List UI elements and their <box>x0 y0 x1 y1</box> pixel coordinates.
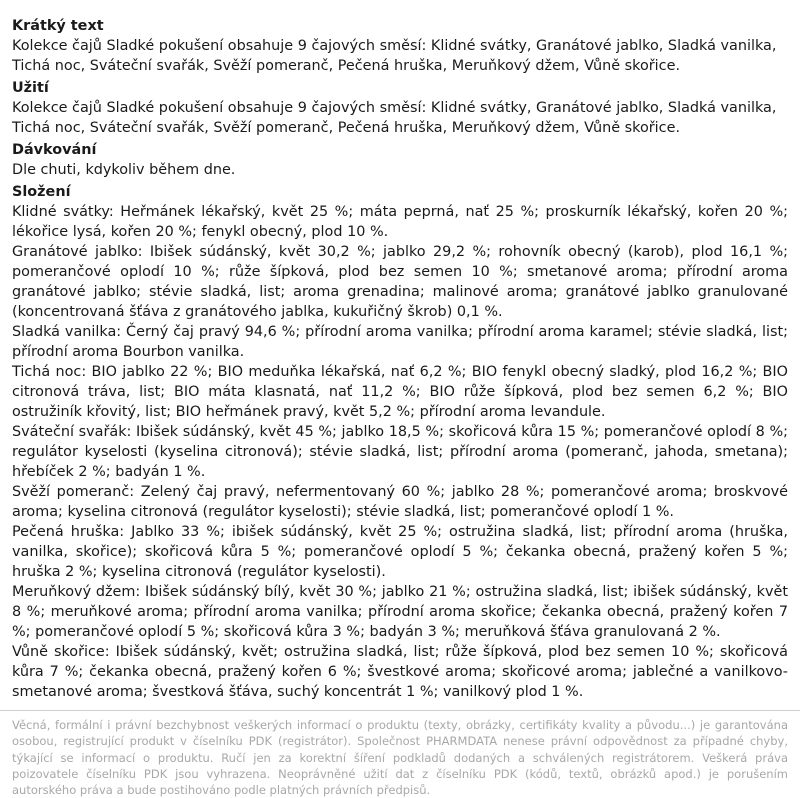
product-info <box>12 16 788 702</box>
heading-kratky-text: Krátký text <box>12 18 104 34</box>
slozeni-list <box>12 202 788 702</box>
uziti-body: Kolekce čajů Sladké pokušení obsahuje 9 čajových směsí: Klidné svátky, Granátové jablko, Sladká vanilka, Tichá noc, Sváteční svařák, Svěží pomeranč, Pečená hruška, Meruňkový džem, Vůně skořice. <box>12 100 777 136</box>
slozeni-item-sladka-vanilka: Sladká vanilka: Černý čaj pravý 94,6 %; přírodní aroma vanilka; přírodní aroma karamel; stévie sladká, list; přírodní aroma Bourbon vanilka. <box>12 324 788 360</box>
slozeni-item-ticha-noc: Tichá noc: BIO jablko 22 %; BIO meduňka lékařská, nať 6,2 %; BIO fenykl obecný sladký, plod 16,2 %; BIO citronová tráva, list; BIO máta klasnatá, nať 11,2 %; BIO růže šípková, plod bez semen 6,2 %; BIO ostružiník křovitý, list; BIO heřmánek pravý, květ 5,2 %; přírodní aroma levandule. <box>12 364 788 420</box>
slozeni-item-svatecni-svarak: Sváteční svařák: Ibišek súdánský, květ 45 %; jablko 18,5 %; skořicová kůra 15 %; pomerančové oplodí 8 %; regulátor kyselosti (kyselina citronová); stévie sladká, list; přírodní aroma (pomeranč, jahoda, smetana); hřebíček 2 %; badyán 1 %. <box>12 424 788 480</box>
heading-slozeni: Složení <box>12 184 71 200</box>
slozeni-item-pecena-hruska: Pečená hruška: Jablko 33 %; ibišek súdánský, květ 25 %; ostružina sladká, list; přírodní aroma (hruška, vanilka, skořice); skořicová kůra 5 %; pomerančové oplodí 5 %; čekanka obecná, pražený kořen 5 %; hruška 2 %; kyselina citronová (regulátor kyselosti). <box>12 524 788 580</box>
davkovani-body: Dle chuti, kdykoliv během dne. <box>12 162 236 178</box>
kratky-text-body: Kolekce čajů Sladké pokušení obsahuje 9 čajových směsí: Klidné svátky, Granátové jablko, Sladká vanilka, Tichá noc, Sváteční svařák, Svěží pomeranč, Pečená hruška, Meruňkový džem, Vůně skořice. <box>12 38 777 74</box>
legal-disclaimer: Věcná, formální i právní bezchybnost veškerých informací o produktu (texty, obrázky, certifikáty kvality a původu...) je garantována osobou, registrující produkt v číselníku PDK (registrátor). Společnost PHARMDATA nenese právní odpovědnost za případné chyby, týkající se informací o produktu. Ručí jen za korektní šíření podkladů dodaných a schválených registrátorem. Veškerá práva poizovatele číselníku PDK jsou vyhrazena. Neoprávněné užití dat z číselníku PDK (kódů, textů, obrázků apod.) je porušením autorského práva a bude postihováno podle platných právních předpisů. <box>0 710 800 798</box>
slozeni-item-granatove-jablko: Granátové jablko: Ibišek súdánský, květ 30,2 %; jablko 29,2 %; rohovník obecný (karob), plod 16,1 %; pomerančové oplodí 10 %; růže šípková, plod bez semen 10 %; smetanové aroma; přírodní aroma granátové jablko; stévie sladká, list; aroma grenadina; malinové aroma; granátové jablko granulované (koncentrovaná šťáva z granátového jablka, kukuřičný škrob) 0,1 %. <box>12 244 788 320</box>
slozeni-item-klidne-svatky: Klidné svátky: Heřmánek lékařský, květ 25 %; máta peprná, nať 25 %; proskurník lékařský, kořen 20 %; lékořice lysá, kořen 20 %; fenykl obecný, plod 10 %. <box>12 204 788 240</box>
slozeni-item-svezi-pomeranc: Svěží pomeranč: Zelený čaj pravý, nefermentovaný 60 %; jablko 28 %; pomerančové aroma; broskvové aroma; kyselina citronová (regulátor kyselosti); stévie sladká, list; pomerančové oplodí 1 %. <box>12 484 788 520</box>
heading-uziti: Užití <box>12 80 49 96</box>
heading-davkovani: Dávkování <box>12 142 97 158</box>
slozeni-item-merunkovy-dzem: Meruňkový džem: Ibišek súdánský bílý, květ 30 %; jablko 21 %; ostružina sladká, list; ibišek súdánský, květ 8 %; meruňkové aroma; přírodní aroma vanilka; přírodní aroma skořice; čekanka obecná, pražený kořen 7 %; pomerančové oplodí 5 %; skořicová kůra 3 %; badyán 3 %; meruňková šťáva granulovaná 2 %. <box>12 584 788 640</box>
slozeni-item-vune-skorice: Vůně skořice: Ibišek súdánský, květ; ostružina sladká, list; růže šípková, plod bez semen 10 %; skořicová kůra 7 %; čekanka obecná, pražený kořen 6 %; švestkové aroma; skořicové aroma; jablečné a vanilkovo-smetanové aroma; švestková šťáva, suchý koncentrát 1 %; vanilkový plod 1 %. <box>12 644 788 700</box>
